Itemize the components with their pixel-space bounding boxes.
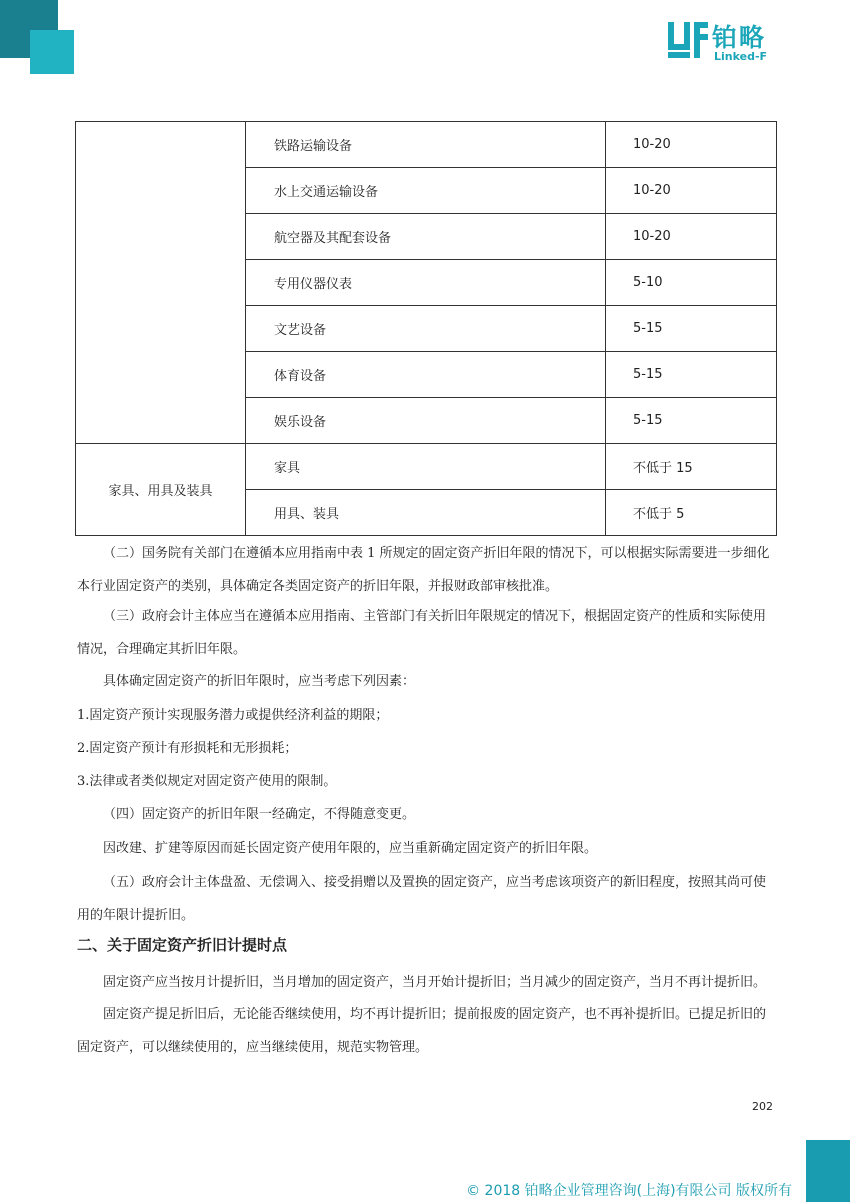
item-cell: 铁路运输设备 — [246, 122, 606, 168]
footer-copyright: © 2018 铂略企业管理咨询(上海)有限公司 版权所有 — [466, 1183, 792, 1199]
item-cell: 用具、装具 — [246, 490, 606, 536]
logo-mark-icon — [668, 20, 708, 60]
years-cell: 5-10 — [606, 260, 777, 306]
logo-english: Linked-F — [714, 50, 768, 63]
years-cell: 不低于 5 — [606, 490, 777, 536]
paragraph: 具体确定固定资产的折旧年限时，应当考虑下列因素： — [103, 674, 416, 689]
item-cell: 家具 — [246, 444, 606, 490]
item-cell: 水上交通运输设备 — [246, 168, 606, 214]
years-cell: 10-20 — [606, 122, 777, 168]
years-cell: 不低于 15 — [606, 444, 777, 490]
years-cell: 5-15 — [606, 352, 777, 398]
paragraph: 3.法律或者类似规定对固定资产使用的限制。 — [77, 774, 337, 789]
paragraph: （四）固定资产的折旧年限一经确定，不得随意变更。 — [103, 807, 416, 822]
years-cell: 5-15 — [606, 398, 777, 444]
table-row — [76, 122, 777, 168]
paragraph: （二）国务院有关部门在遵循本应用指南中表 1 所规定的固定资产折旧年限的情况下，可以根据实际需要进一步细化本行业固定资产的类别，具体确定各类固定资产的折旧年限，并报财政部审核批准。 — [77, 546, 770, 594]
paragraph: （三）政府会计主体应当在遵循本应用指南、主管部门有关折旧年限规定的情况下，根据固定资产的性质和实际使用情况，合理确定其折旧年限。 — [77, 609, 767, 657]
depreciation-table — [75, 121, 777, 536]
page-number: 202 — [752, 1100, 773, 1113]
logo-chinese: 铂略 — [712, 23, 767, 52]
years-cell: 5-15 — [606, 306, 777, 352]
paragraph: 因改建、扩建等原因而延长固定资产使用年限的，应当重新确定固定资产的折旧年限。 — [103, 841, 598, 856]
item-cell: 娱乐设备 — [246, 398, 606, 444]
brand-logo — [668, 18, 798, 66]
paragraph: （五）政府会计主体盘盈、无偿调入、接受捐赠以及置换的固定资产，应当考虑该项资产的新旧程度，按照其尚可使用的年限计提折旧。 — [77, 875, 767, 923]
years-cell: 10-20 — [606, 168, 777, 214]
paragraph: 固定资产提足折旧后，无论能否继续使用，均不再计提折旧；提前报废的固定资产，也不再补提折旧。已提足折旧的固定资产，可以继续使用的，应当继续使用，规范实物管理。 — [77, 1007, 767, 1055]
footer-decoration — [806, 1140, 850, 1202]
table-row — [76, 444, 777, 490]
corner-decoration-light — [30, 30, 74, 74]
years-cell: 10-20 — [606, 214, 777, 260]
item-cell: 文艺设备 — [246, 306, 606, 352]
paragraph: 固定资产应当按月计提折旧，当月增加的固定资产，当月开始计提折旧；当月减少的固定资产，当月不再计提折旧。 — [103, 975, 767, 990]
category-cell — [76, 122, 246, 444]
item-cell: 航空器及其配套设备 — [246, 214, 606, 260]
paragraph: 1.固定资产预计实现服务潜力或提供经济利益的期限； — [77, 708, 389, 723]
category-cell: 家具、用具及装具 — [76, 444, 246, 536]
item-cell: 体育设备 — [246, 352, 606, 398]
item-cell: 专用仪器仪表 — [246, 260, 606, 306]
section-heading: 二、关于固定资产折旧计提时点 — [77, 936, 288, 954]
paragraph: 2.固定资产预计有形损耗和无形损耗； — [77, 741, 298, 756]
